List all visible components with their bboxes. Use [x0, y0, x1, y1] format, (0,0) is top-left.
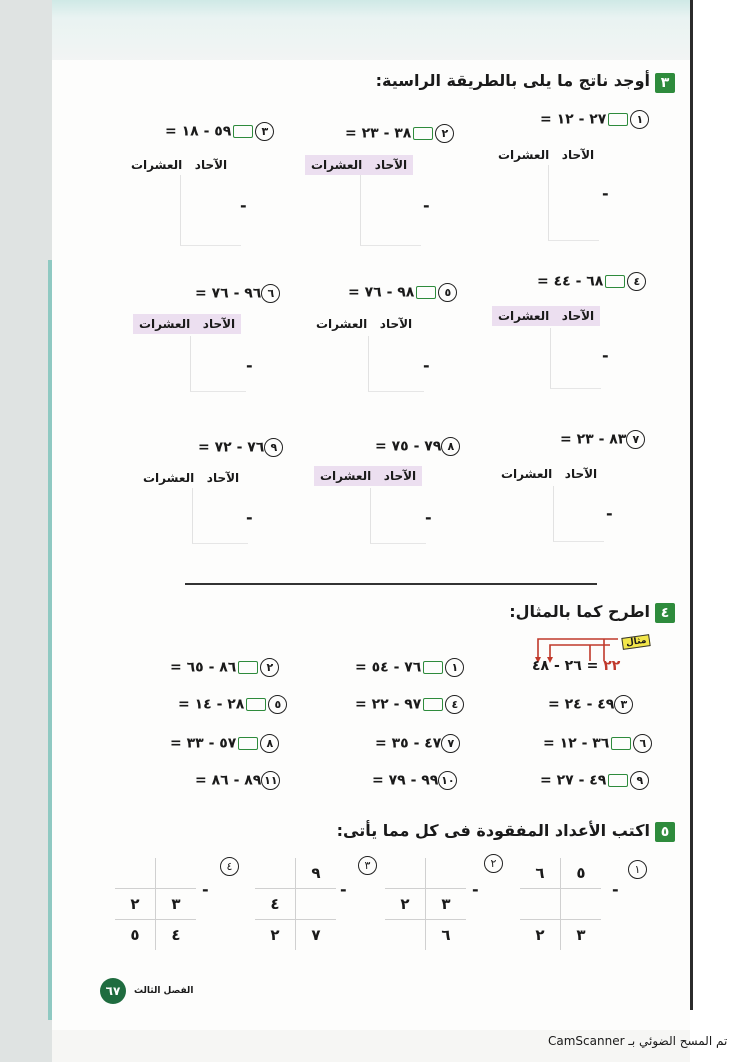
book-icon	[416, 286, 436, 299]
problem-number-badge: ٥	[438, 283, 457, 302]
tens-header: العشرات	[131, 158, 183, 172]
book-icon	[423, 698, 443, 711]
section-3-number: ٣	[655, 73, 675, 93]
section-5-title: اكتب الأعداد المفقودة فى كل مما يأتى:	[336, 821, 650, 840]
tens-header: العشرات	[316, 317, 368, 331]
problem-number-badge: ٩	[630, 771, 649, 790]
digit-cell	[115, 858, 156, 889]
ones-header: الآحاد	[561, 309, 595, 323]
minus-sign: -	[240, 196, 247, 215]
digit-cell	[426, 858, 467, 889]
problem-number-badge: ٢	[435, 124, 454, 143]
minus-sign: -	[246, 356, 253, 375]
problem-4-11	[195, 771, 280, 790]
digit-cell: ٥	[561, 858, 602, 889]
section-divider	[185, 583, 597, 585]
problem-expression: ٩٨ - ٧٦ =	[348, 284, 415, 301]
example-b: ٢٦	[564, 658, 582, 674]
digit-cell: ٣	[156, 889, 197, 920]
tens-header: العشرات	[501, 467, 553, 481]
ones-header: الآحاد	[379, 317, 413, 331]
answer-grid	[548, 165, 599, 241]
minus-sign: -	[423, 196, 430, 215]
digit-cell	[156, 858, 197, 889]
digit-cell: ٢	[385, 889, 426, 920]
minus-sign: -	[472, 880, 479, 899]
digit-cell: ٢	[270, 926, 280, 944]
problem-expression: ٤٩ - ٢٧ =	[540, 772, 607, 789]
digit-cell: ٤	[156, 920, 197, 951]
answer-grid	[550, 328, 601, 389]
book-icon	[238, 737, 258, 750]
problem-3-7	[560, 430, 645, 449]
problem-4-10	[372, 771, 457, 790]
book-icon	[246, 698, 266, 711]
problem-4-7	[375, 734, 460, 753]
problem-number-badge: ٨	[260, 734, 279, 753]
example-result: ٢٢	[603, 658, 621, 674]
problem-expression: ٧٦ - ٧٢ =	[198, 439, 265, 456]
missing-digits-table-3	[255, 858, 336, 950]
book-icon	[423, 661, 443, 674]
problem-3-4	[537, 272, 646, 291]
place-value-header	[305, 155, 413, 175]
answer-grid	[553, 486, 604, 542]
digit-cell: ٢	[535, 926, 545, 944]
ones-header: الآحاد	[374, 158, 408, 172]
answer-grid	[360, 175, 421, 246]
problem-number-badge: ٥	[268, 695, 287, 714]
problem-number-badge: ٩	[264, 438, 283, 457]
left-page-margin	[0, 0, 52, 1062]
place-value-header	[133, 314, 241, 334]
example-equals: =	[586, 658, 599, 674]
section-4-title: اطرح كما بالمثال:	[509, 602, 650, 621]
item-number-badge: ٣	[358, 856, 377, 875]
tens-header: العشرات	[139, 317, 191, 331]
answer-grid	[192, 488, 248, 544]
problem-4-5	[178, 695, 287, 714]
problem-4-2	[170, 658, 279, 677]
answer-grid	[190, 336, 246, 392]
ones-header: الآحاد	[202, 317, 236, 331]
problem-4-8	[170, 734, 279, 753]
ones-header: الآحاد	[561, 148, 595, 162]
minus-sign: -	[423, 356, 430, 375]
example-minus: -	[553, 658, 560, 674]
digit-cell: ٤	[255, 889, 296, 920]
problem-4-3	[548, 695, 633, 714]
book-icon	[233, 125, 253, 138]
minus-sign: -	[246, 508, 253, 527]
right-margin	[690, 0, 750, 1062]
problem-number-badge: ٧	[626, 430, 645, 449]
section-4-number: ٤	[655, 603, 675, 623]
problem-number-badge: ٨	[441, 437, 460, 456]
item-number-badge: ١	[628, 860, 647, 879]
problem-expression: ٧٦ - ٥٤ =	[355, 659, 422, 676]
problem-number-badge: ٣	[614, 695, 633, 714]
problem-expression: ٩٧ - ٢٢ =	[355, 696, 422, 713]
minus-sign: -	[202, 880, 209, 899]
tens-header: العشرات	[320, 469, 372, 483]
problem-number-badge: ٦	[261, 284, 280, 303]
place-value-header	[125, 155, 233, 175]
place-value-header	[495, 464, 603, 484]
digit-cell	[520, 889, 561, 920]
problem-number-badge: ٧	[441, 734, 460, 753]
digit-cell	[385, 858, 426, 889]
problem-number-badge: ٦	[633, 734, 652, 753]
digit-cell	[385, 920, 426, 951]
problem-4-4	[355, 695, 464, 714]
example-a: ٤٨	[532, 658, 550, 674]
problem-expression: ٤٩ - ٢٤ =	[548, 696, 615, 713]
problem-number-badge: ٢	[260, 658, 279, 677]
problem-3-5	[348, 283, 457, 302]
book-icon	[413, 127, 433, 140]
example-equation	[532, 658, 620, 674]
problem-3-9	[198, 438, 283, 457]
problem-expression: ٧٩ - ٧٥ =	[375, 438, 442, 455]
problem-4-1	[355, 658, 464, 677]
tens-header: العشرات	[498, 148, 550, 162]
problem-expression: ٩٦ - ٧٦ =	[195, 285, 262, 302]
minus-sign: -	[612, 880, 619, 899]
missing-digits-table-2	[385, 858, 466, 950]
book-icon	[605, 275, 625, 288]
problem-4-6	[543, 734, 652, 753]
minus-sign: -	[602, 184, 609, 203]
problem-number-badge: ٤	[627, 272, 646, 291]
problem-expression: ٥٩ - ١٨ =	[165, 123, 232, 140]
problem-4-9	[540, 771, 649, 790]
digit-cell: ٦	[426, 920, 467, 951]
missing-digits-table-4	[115, 858, 196, 950]
minus-sign: -	[340, 880, 347, 899]
digit-cell	[255, 858, 296, 889]
place-value-header	[492, 306, 600, 326]
page-number-badge: ٦٧	[100, 978, 126, 1004]
place-value-header	[492, 145, 600, 165]
problem-expression: ٦٨ - ٤٤ =	[537, 273, 604, 290]
problem-expression: ٨٦ - ٦٥ =	[170, 659, 237, 676]
problem-expression: ٨٣ - ٢٣ =	[560, 431, 627, 448]
problem-expression: ٢٨ - ١٤ =	[178, 696, 245, 713]
digit-cell: ٦	[520, 858, 561, 889]
problem-3-8	[375, 437, 460, 456]
section-3-title: أوجد ناتج ما يلى بالطريقة الراسية:	[375, 71, 650, 90]
problem-expression: ٣٦ - ١٢ =	[543, 735, 610, 752]
chapter-label: الفصل الثالث	[134, 986, 194, 996]
minus-sign: -	[602, 346, 609, 365]
problem-number-badge: ٣	[255, 122, 274, 141]
problem-expression: ٨٩ - ٨٦ =	[195, 772, 262, 789]
problem-number-badge: ١	[445, 658, 464, 677]
problem-3-2	[345, 124, 454, 143]
page-edge-line	[690, 0, 693, 1010]
problem-expression: ٩٩ - ٧٩ =	[372, 772, 439, 789]
problem-number-badge: ٤	[445, 695, 464, 714]
problem-number-badge: ١٠	[438, 771, 457, 790]
book-icon	[611, 737, 631, 750]
minus-sign: -	[606, 504, 613, 523]
digit-cell: ٣	[426, 889, 467, 920]
problem-number-badge: ١	[630, 110, 649, 129]
item-number-badge: ٤	[220, 857, 239, 876]
book-icon	[238, 661, 258, 674]
problem-expression: ٥٧ - ٣٣ =	[170, 735, 237, 752]
scanner-watermark: تم المسح الضوئي بـ CamScanner	[548, 1034, 728, 1048]
missing-digits-table-1	[520, 858, 601, 950]
place-value-header	[314, 466, 422, 486]
problem-expression: ٣٨ - ٢٣ =	[345, 125, 412, 142]
digit-cell: ٧	[296, 920, 337, 951]
problem-3-3	[165, 122, 274, 141]
problem-3-6	[195, 284, 280, 303]
tens-header: العشرات	[143, 471, 195, 485]
problem-expression: ٢٧ - ١٢ =	[540, 111, 607, 128]
section-5-number: ٥	[655, 822, 675, 842]
digit-cell: ٣	[561, 920, 602, 951]
book-icon	[608, 113, 628, 126]
book-icon	[608, 774, 628, 787]
answer-grid	[368, 336, 424, 392]
problem-3-1	[540, 110, 649, 129]
place-value-header	[137, 468, 245, 488]
minus-sign: -	[425, 508, 432, 527]
digit-cell: ٩	[296, 858, 337, 889]
example-badge: مثال	[621, 634, 651, 650]
ones-header: الآحاد	[206, 471, 240, 485]
digit-cell	[296, 889, 337, 920]
digit-cell	[561, 889, 602, 920]
ones-header: الآحاد	[564, 467, 598, 481]
item-number-badge: ٢	[484, 854, 503, 873]
place-value-header	[310, 314, 418, 334]
ones-header: الآحاد	[383, 469, 417, 483]
problem-number-badge: ١١	[261, 771, 280, 790]
answer-grid	[180, 175, 241, 246]
digit-cell: ٥	[130, 926, 140, 944]
digit-cell: ٢	[115, 889, 156, 920]
tens-header: العشرات	[311, 158, 363, 172]
problem-expression: ٤٧ - ٣٥ =	[375, 735, 442, 752]
tens-header: العشرات	[498, 309, 550, 323]
ones-header: الآحاد	[194, 158, 228, 172]
answer-grid	[370, 488, 426, 544]
